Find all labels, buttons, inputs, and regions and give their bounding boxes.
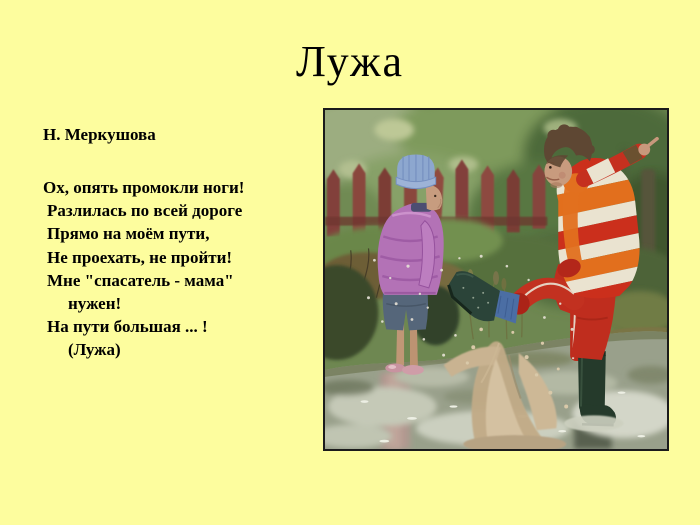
photo-illustration xyxy=(325,110,667,449)
poem-line: Не проехать, не пройти! xyxy=(47,247,233,267)
poem-line: Разлилась по всей дороге xyxy=(47,201,243,221)
photo-children-in-puddle xyxy=(323,108,669,451)
poem-text-block xyxy=(43,176,323,362)
poem-line: нужен! xyxy=(68,294,122,314)
poem-line: Мне "спасатель - мама" xyxy=(47,270,234,290)
poem-line: Прямо на моём пути, xyxy=(47,224,210,244)
poem-line: (Лужа) xyxy=(68,340,121,360)
poem-line: На пути большая ... ! xyxy=(47,317,208,337)
slide-title: Лужа xyxy=(295,37,405,86)
poem-line: Ох, опять промокли ноги! xyxy=(43,178,245,197)
poem-author: Н. Меркушова xyxy=(43,125,156,144)
